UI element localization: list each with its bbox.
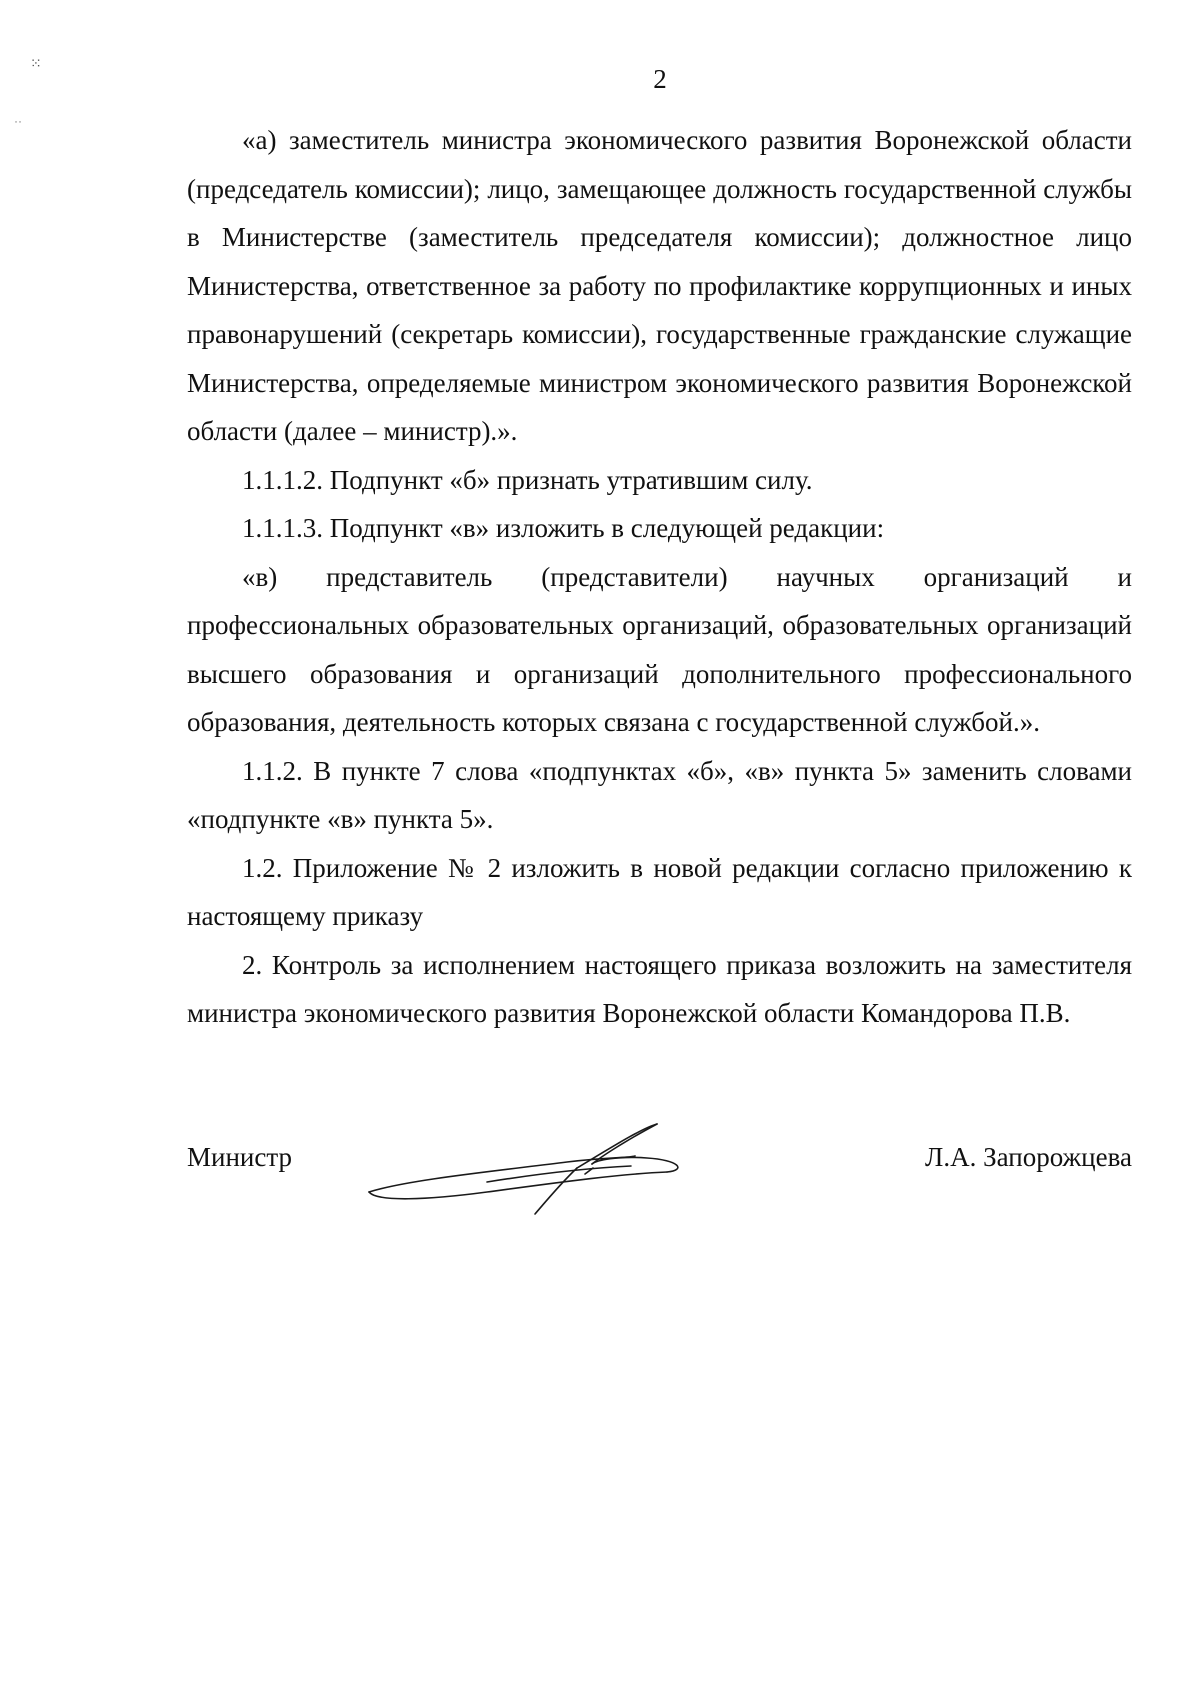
signatory-name: Л.А. Запорожцева [925, 1142, 1132, 1172]
document-body [187, 116, 1132, 1038]
handwritten-signature-icon [367, 1110, 707, 1220]
paragraph-1-1-1-3: 1.1.1.3. Подпункт «в» изложить в следующей редакции: [242, 513, 885, 543]
paragraph-1-1-2: 1.1.2. В пункте 7 слова «подпунктах «б», «в» пункта 5» заменить словами «подпункте «в» пункта 5». [187, 755, 1132, 834]
scan-artifact-mark: ˙˙ [14, 118, 22, 132]
signatory-title: Министр [187, 1142, 292, 1172]
signature-block [187, 1110, 1132, 1230]
page-number: 2 [653, 64, 667, 94]
paragraph-2-control: 2. Контроль за исполнением настоящего приказа возложить на заместителя министра экономического развития Воронежской области Командорова П.В. [187, 949, 1132, 1028]
scan-artifact-mark: ⁙ [30, 57, 42, 72]
paragraph-1-1-1-2: 1.1.1.2. Подпункт «б» признать утратившим силу. [242, 464, 813, 495]
paragraph-subitem-v: «в) представитель (представители) научных организаций и профессиональных образовательных организаций, образовательных организаций высшего образования и организаций дополнительного профессионального образования, деятельность которых связана с государственной службой.». [187, 561, 1132, 737]
paragraph-subitem-a: «а) заместитель министра экономического развития Воронежской области (председатель комиссии); лицо, замещающее должность государственной службы в Министерстве (заместитель председателя комиссии); должностное лицо Министерства, ответственное за работу по профилактике коррупционных и иных правонарушений (секретарь комиссии), государственные гражданские служащие Министерства, определяемые министром экономического развития Воронежской области (далее – министр).». [187, 125, 1132, 446]
paragraph-1-2: 1.2. Приложение № 2 изложить в новой редакции согласно приложению к настоящему приказу [187, 852, 1132, 931]
